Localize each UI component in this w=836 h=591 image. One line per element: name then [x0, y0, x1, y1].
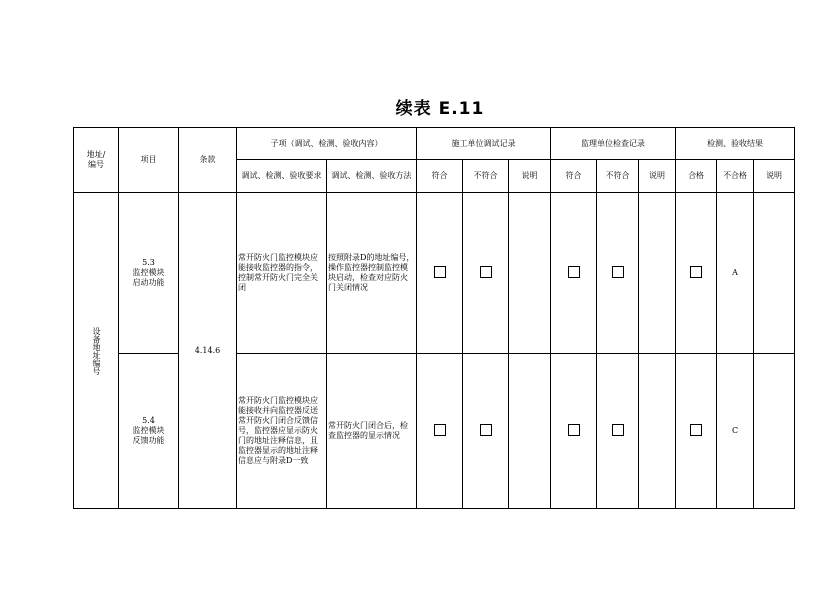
- row-1-conform-checkbox-cell[interactable]: [417, 193, 463, 354]
- row-2-conform-checkbox-cell[interactable]: [417, 354, 463, 509]
- row-2-fail-mark: C: [717, 354, 754, 509]
- row-1-nonconform-checkbox-cell[interactable]: [463, 193, 509, 354]
- checkbox[interactable]: [690, 424, 702, 436]
- device-address-cell: [74, 193, 119, 509]
- checkbox[interactable]: [612, 424, 624, 436]
- checkbox[interactable]: [434, 424, 446, 436]
- row-2-requirement: 常开防火门监控模块应能接收并向监控器反送常开防火门闭合反馈信号，监控器应显示防火门的地址注释信息，且监控器显示的地址注释信息应与附录D一致: [237, 354, 327, 509]
- header-method-label: 调试、检测、验收方法: [331, 171, 412, 180]
- checkbox[interactable]: [568, 266, 580, 278]
- header-note-3: 说明: [754, 160, 795, 193]
- checkbox[interactable]: [568, 424, 580, 436]
- row-1-supervision-note: [639, 193, 676, 354]
- header-requirement: [237, 160, 327, 193]
- row-2-supervision-nonconform-checkbox-cell[interactable]: [597, 354, 639, 509]
- header-sub-item: 子项（调试、检测、验收内容）: [237, 128, 417, 160]
- header-construction: 施工单位调试记录: [417, 128, 551, 160]
- checkbox[interactable]: [612, 266, 624, 278]
- inspection-table: [73, 127, 795, 509]
- row-1-supervision-nonconform-checkbox-cell[interactable]: [597, 193, 639, 354]
- header-result: 检测、验收结果: [676, 128, 795, 160]
- row-1-requirement: 常开防火门监控模块应能接收监控器的指令，控制常开防火门完全关闭: [237, 193, 327, 354]
- row-1-method: 按照附录D的地址编号，操作监控器控制监控模块启动，检查对应防火门关闭情况: [327, 193, 417, 354]
- row-2-method: 常开防火门闭合后，检查监控器的显示情况: [327, 354, 417, 509]
- checkbox[interactable]: [690, 266, 702, 278]
- row-1-result-note: [754, 193, 795, 354]
- checkbox[interactable]: [434, 266, 446, 278]
- row-1-supervision-conform-checkbox-cell[interactable]: [551, 193, 597, 354]
- row-1-construction-note: [509, 193, 551, 354]
- header-project: 项目: [119, 128, 179, 193]
- header-supervision: 监理单位检查记录: [551, 128, 676, 160]
- header-nonconform-2: 不符合: [597, 160, 639, 193]
- header-nonconform-1: 不符合: [463, 160, 509, 193]
- row-1-pass-checkbox-cell[interactable]: [676, 193, 717, 354]
- header-address: [74, 128, 119, 193]
- clause-value: 4.14.6: [179, 193, 237, 509]
- checkbox[interactable]: [480, 424, 492, 436]
- row-2-construction-note: [509, 354, 551, 509]
- header-method: [327, 160, 417, 193]
- row-2-result-note: [754, 354, 795, 509]
- row-1-project: 5.3 监控模块 启动功能: [119, 193, 179, 354]
- row-2-pass-checkbox-cell[interactable]: [676, 354, 717, 509]
- row-1-fail-mark: A: [717, 193, 754, 354]
- header-pass: 合格: [676, 160, 717, 193]
- header-requirement-label: 调试、检测、验收要求: [241, 171, 322, 180]
- header-address-label: 地址/编号: [86, 150, 106, 169]
- header-conform-1: 符合: [417, 160, 463, 193]
- device-address-label: 设备地址编号: [92, 326, 101, 375]
- header-fail: 不合格: [717, 160, 754, 193]
- header-clause: 条款: [179, 128, 237, 193]
- header-note-1: 说明: [509, 160, 551, 193]
- row-2-supervision-conform-checkbox-cell[interactable]: [551, 354, 597, 509]
- page-title: 续表 E.11: [395, 99, 485, 119]
- checkbox[interactable]: [480, 266, 492, 278]
- header-note-2: 说明: [639, 160, 676, 193]
- row-2-project: 5.4 监控模块 反馈功能: [119, 354, 179, 509]
- row-2-nonconform-checkbox-cell[interactable]: [463, 354, 509, 509]
- header-conform-2: 符合: [551, 160, 597, 193]
- row-2-supervision-note: [639, 354, 676, 509]
